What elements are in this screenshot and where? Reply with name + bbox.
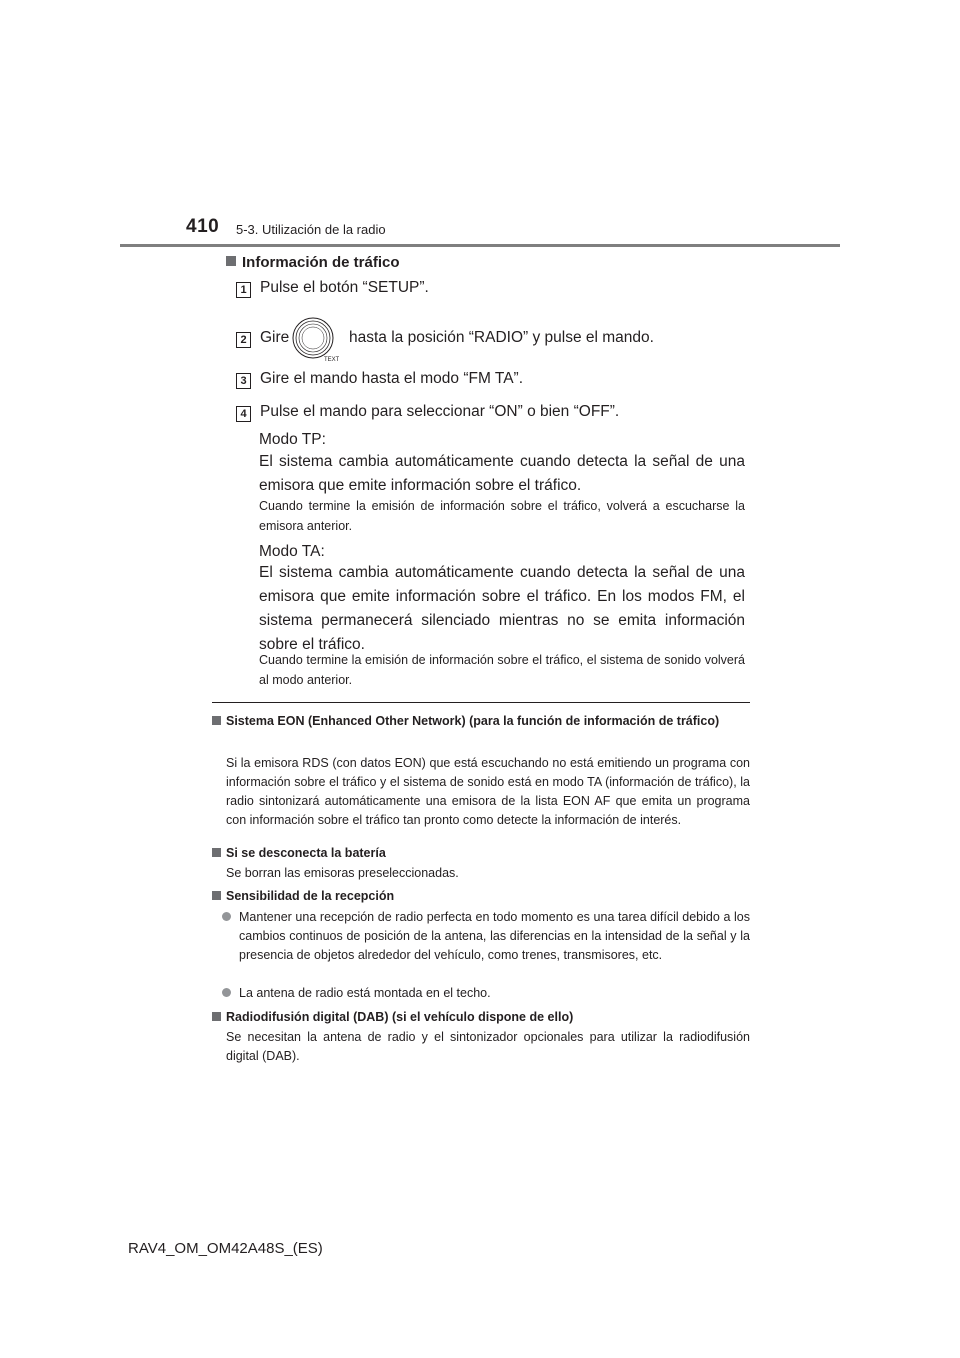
main-heading <box>226 254 400 271</box>
step-number-2: 2 <box>236 332 251 348</box>
dab-heading <box>212 1007 750 1027</box>
tp-mode-title: Modo TP: <box>259 431 326 448</box>
step-2-text-after: hasta la posición “RADIO” y pulse el mando. <box>349 329 654 346</box>
step-2-text-before: Gire <box>260 329 290 346</box>
tune-knob-icon <box>291 316 339 362</box>
reception-bullet-2 <box>222 984 750 1003</box>
header-divider <box>120 244 840 247</box>
step-number-3: 3 <box>236 373 251 389</box>
reception-heading-text: Sensibilidad de la recepción <box>226 889 395 903</box>
page-number: 410 <box>186 216 220 237</box>
reception-bullet-2-text: La antena de radio está montada en el techo. <box>239 986 491 1000</box>
section-title: 5-3. Utilización de la radio <box>236 222 386 237</box>
knob-label: TEXT <box>324 357 339 362</box>
square-bullet-icon <box>212 1012 221 1021</box>
battery-heading <box>212 843 750 863</box>
tp-mode-text: El sistema cambia automáticamente cuando detecta la señal de una emisora que emite información sobre el tráfico. <box>259 453 745 494</box>
step-number-1: 1 <box>236 282 251 298</box>
eon-heading-text: Sistema EON (Enhanced Other Network) (para la función de información de tráfico) <box>226 714 720 728</box>
square-bullet-icon <box>212 848 221 857</box>
ta-mode-text: El sistema cambia automáticamente cuando detecta la señal de una emisora que emite información sobre el tráfico. En los modos FM, el sistema permanecerá silenciado mientras no se emita información sobre el tráfico. <box>259 564 745 653</box>
reception-bullet-1 <box>222 908 750 965</box>
ta-mode-title: Modo TA: <box>259 543 325 560</box>
step-1-text: Pulse el botón “SETUP”. <box>260 279 429 296</box>
battery-body: Se borran las emisoras preseleccionadas. <box>226 866 459 880</box>
dab-heading-text: Radiodifusión digital (DAB) (si el vehículo dispone de ello) <box>226 1010 574 1024</box>
eon-body: Si la emisora RDS (con datos EON) que está escuchando no está emitiendo un programa con información sobre el tráfico y el sistema de sonido está en modo TA (información de tráfico), la radio sintonizará automáticamente una emisora de la lista EON AF que emita un programa con información sobre el tráfico tan pronto como detecte la información de interés. <box>226 756 750 827</box>
section-divider <box>212 702 750 703</box>
ta-mode-note: Cuando termine la emisión de información sobre el tráfico, el sistema de sonido volverá al modo anterior. <box>259 653 745 687</box>
tp-mode-note: Cuando termine la emisión de información sobre el tráfico, volverá a escucharse la emisora anterior. <box>259 499 745 533</box>
square-bullet-icon <box>226 256 236 266</box>
step-3-text: Gire el mando hasta el modo “FM TA”. <box>260 370 524 387</box>
dab-body: Se necesitan la antena de radio y el sintonizador opcionales para utilizar la radiodifusión digital (DAB). <box>226 1030 750 1063</box>
eon-heading <box>212 711 750 731</box>
step-number-4: 4 <box>236 406 251 422</box>
step-4-text: Pulse el mando para seleccionar “ON” o bien “OFF”. <box>260 403 620 420</box>
battery-heading-text: Si se desconecta la batería <box>226 846 386 860</box>
square-bullet-icon <box>212 891 221 900</box>
reception-bullet-1-text: Mantener una recepción de radio perfecta en todo momento es una tarea difícil debido a los cambios continuos de posición de la antena, las diferencias en la intensidad de la señal y la presencia de objetos alrededor del vehículo, como trenes, transmisores, etc. <box>239 910 750 962</box>
round-bullet-icon <box>222 988 231 997</box>
document-code: RAV4_OM_OM42A48S_(ES) <box>128 1240 323 1257</box>
round-bullet-icon <box>222 912 231 921</box>
reception-heading <box>212 886 750 906</box>
square-bullet-icon <box>212 716 221 725</box>
main-heading-text: Información de tráfico <box>242 254 400 271</box>
